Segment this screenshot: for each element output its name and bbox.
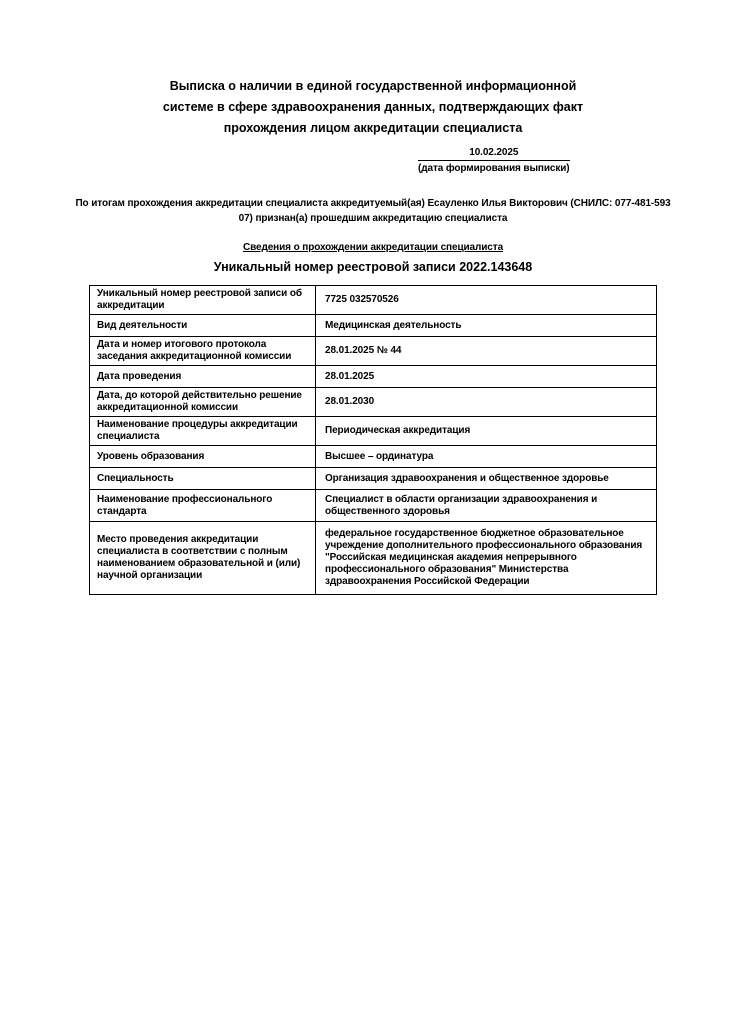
registry-number-heading: Уникальный номер реестровой записи 2022.143648 (213, 260, 533, 274)
table-row (90, 446, 657, 468)
table-row (90, 417, 657, 446)
table-cell-label: Специальность (90, 468, 316, 490)
table-cell-label: Вид деятельности (90, 315, 316, 337)
table-row (90, 468, 657, 490)
table-cell-label: Место проведения аккредитации специалиста в соответствии с полным наименованием образовательной и (или) научной организации (90, 522, 316, 595)
section-heading: Сведения о прохождении аккредитации специалиста (242, 242, 504, 253)
table-row (90, 366, 657, 388)
accreditation-details-table (89, 285, 657, 595)
document-title-line: прохождения лицом аккредитации специалиста (223, 121, 523, 135)
extract-date-caption: (дата формирования выписки) (418, 163, 570, 174)
table-cell-value: 7725 032570526 (316, 286, 657, 315)
table-cell-label: Уровень образования (90, 446, 316, 468)
table-cell-value: Медицинская деятельность (316, 315, 657, 337)
accreditation-result-paragraph: По итогам прохождения аккредитации специалиста аккредитуемый(ая) Есауленко Илья Викторович (СНИЛС: 077-481-593 07) признан(а) прошедшим аккредитацию специалиста (75, 198, 671, 224)
table-row (90, 490, 657, 522)
table-cell-value: Высшее – ординатура (316, 446, 657, 468)
table-cell-value: Специалист в области организации здравоохранения и общественного здоровья (316, 490, 657, 522)
table-cell-label: Уникальный номер реестровой записи об аккредитации (90, 286, 316, 315)
document-title-line: Выписка о наличии в единой государственной информационной (169, 79, 577, 93)
extract-date-block (418, 147, 570, 174)
table-cell-value: Организация здравоохранения и общественное здоровье (316, 468, 657, 490)
document-title-line: системе в сфере здравоохранения данных, подтверждающих факт (162, 100, 584, 114)
table-cell-value: федеральное государственное бюджетное образовательное учреждение дополнительного профессионального образования "Российская медицинская академия непрерывного профессионального образования" Министерства здравоохранения Российской Федерации (316, 522, 657, 595)
table-row (90, 522, 657, 595)
table-row (90, 388, 657, 417)
document-title (0, 76, 746, 139)
table-cell-value: Периодическая аккредитация (316, 417, 657, 446)
table-cell-label: Наименование процедуры аккредитации специалиста (90, 417, 316, 446)
table-cell-value: 28.01.2025 (316, 366, 657, 388)
table-row (90, 337, 657, 366)
table-row (90, 286, 657, 315)
table-cell-value: 28.01.2030 (316, 388, 657, 417)
extract-date: 10.02.2025 (418, 147, 570, 161)
table-cell-label: Наименование профессионального стандарта (90, 490, 316, 522)
extract-date-row (0, 147, 746, 176)
table-cell-label: Дата и номер итогового протокола заседания аккредитационной комиссии (90, 337, 316, 366)
table-cell-label: Дата, до которой действительно решение аккредитационной комиссии (90, 388, 316, 417)
table-row (90, 315, 657, 337)
table-cell-label: Дата проведения (90, 366, 316, 388)
table-cell-value: 28.01.2025 № 44 (316, 337, 657, 366)
